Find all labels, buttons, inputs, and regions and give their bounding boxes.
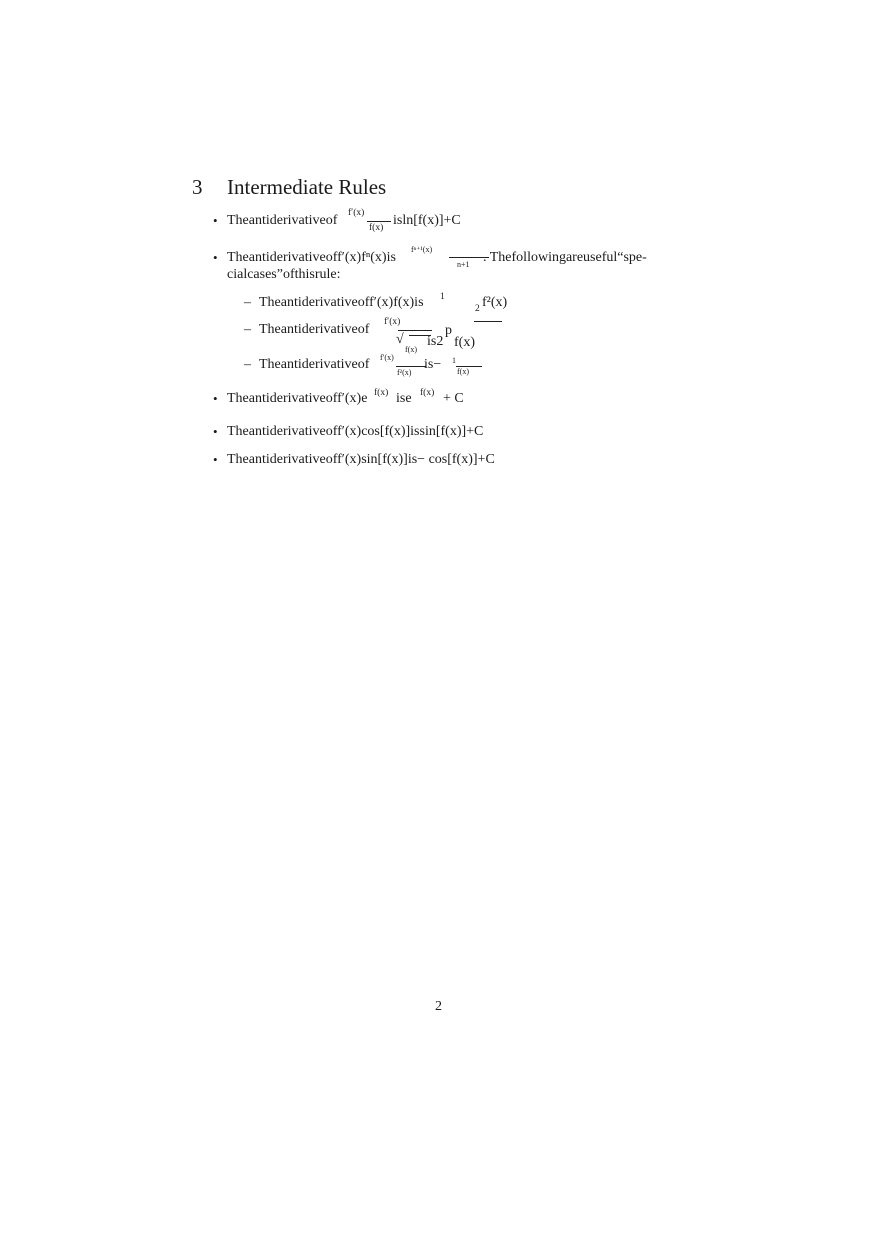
dash-marker: – (244, 295, 251, 310)
bullet-2-continuation: cialcases”ofthisrule: (227, 267, 341, 282)
sub-2-result: is2 (427, 334, 444, 349)
sub-3-result: is− (424, 357, 442, 372)
bullet-2-text: Theantiderivativeoff′(x)fⁿ(x)is (227, 250, 396, 265)
bullet-3-tail: + C (443, 391, 464, 406)
bullet-2-numerator: fⁿ⁺¹(x) (411, 245, 433, 254)
bullet-2-tail: . Thefollowingareuseful“spe- (483, 250, 647, 265)
bullet-1-tail: isln[f(x)]+C (393, 213, 461, 228)
bullet-1-numerator: f′(x) (348, 208, 365, 218)
sub-3-denominator: f²(x) (397, 368, 412, 377)
sub-2-p: p (445, 323, 452, 338)
fraction-bar (367, 221, 391, 222)
bullet-marker: • (213, 213, 218, 228)
sub-2-numerator: f′(x) (384, 317, 401, 327)
bullet-5-text: Theantiderivativeoff′(x)sin[f(x)]is− cos[f(x)]+C (227, 452, 495, 467)
bullet-3-result: ise (396, 391, 412, 406)
sub-1-text: Theantiderivativeoff′(x)f(x)is (259, 295, 424, 310)
section-title: Intermediate Rules (227, 175, 387, 199)
sub-1-denominator: 2 (475, 304, 480, 314)
square-root-sign: √ (396, 332, 404, 347)
bullet-2-denominator: n+1 (457, 260, 470, 269)
sub-3-numerator-2: 1 (452, 356, 456, 365)
sub-3-numerator: f′(x) (380, 353, 394, 362)
dash-marker: – (244, 357, 251, 372)
section-number: 3 (192, 175, 203, 199)
dash-marker: – (244, 322, 251, 337)
bullet-3-superscript: f(x) (374, 388, 389, 398)
sub-2-text: Theantiderivativeof (259, 322, 370, 337)
bullet-3-superscript-2: f(x) (420, 388, 435, 398)
bullet-marker: • (213, 391, 218, 406)
sub-1-tail: f²(x) (482, 295, 508, 310)
sub-2-tail: f(x) (454, 335, 475, 350)
page-number: 2 (435, 999, 442, 1014)
sub-1-numerator: 1 (440, 292, 445, 302)
bullet-marker: • (213, 424, 218, 439)
bullet-3-text: Theantiderivativeoff′(x)e (227, 391, 368, 406)
sub-3-text: Theantiderivativeof (259, 357, 370, 372)
bullet-marker: • (213, 250, 218, 265)
fraction-bar (398, 330, 432, 331)
bullet-marker: • (213, 452, 218, 467)
bullet-4-text: Theantiderivativeoff′(x)cos[f(x)]issin[f(x)]+C (227, 424, 484, 439)
sub-2-denominator: f(x) (405, 345, 417, 354)
fraction-bar (474, 321, 502, 322)
fraction-bar (396, 366, 426, 367)
bullet-1-denominator: f(x) (369, 223, 384, 233)
bullet-1-text: Theantiderivativeof (227, 213, 338, 228)
sub-3-denominator-2: f(x) (457, 367, 469, 376)
